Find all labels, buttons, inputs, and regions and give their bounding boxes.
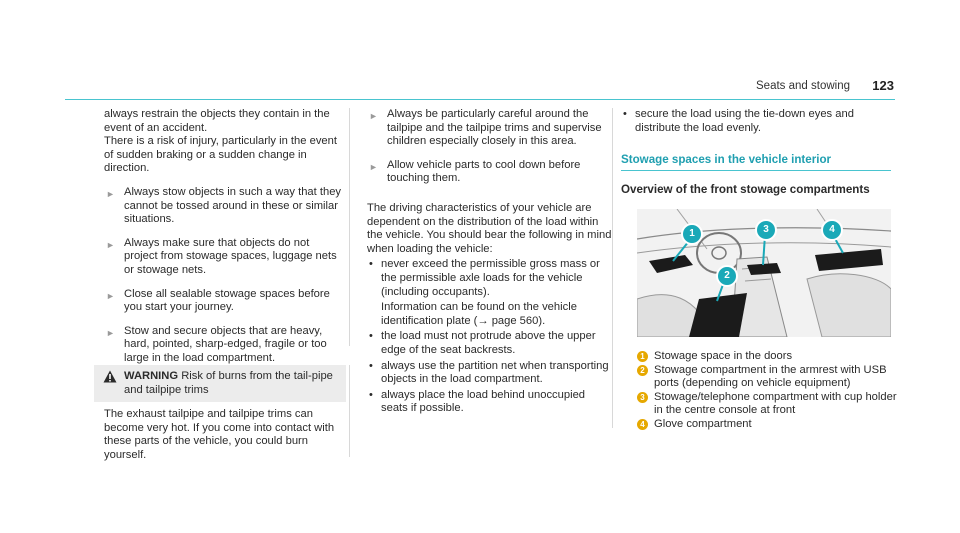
warning-body: The exhaust tailpipe and tailpipe trims can become very hot. If you come into contact with these parts of the vehicle, you could burn yourself. [104,408,335,461]
bullet-item [367,360,612,387]
bullet-item [367,330,612,357]
loading-paragraph: The driving characteristics of your vehicle are dependent on the distribution of the load within the vehicle. You should bear the following in mind when loading the vehicle: [367,201,612,255]
column-middle [367,108,612,416]
bullet-icon: • [369,258,373,271]
bullet-text: never exceed the permissible gross mass or the permissible axle loads for the vehicle (including occupants). [381,258,600,298]
subsection-title: Overview of the front stowage compartments [621,182,870,196]
legend-text: Stowage/telephone compartment with cup holder in the centre console at front [654,390,897,417]
running-header-title: Seats and stowing [756,80,850,92]
header-rule [65,99,895,100]
instruction-text: Always make sure that objects do not project from stowage spaces, luggage nets or stowage nets. [124,236,337,276]
bullet-item [367,389,612,416]
legend-text: Glove compartment [654,417,752,430]
bullet-text: secure the load using the tie-down eyes and distribute the load evenly. [635,108,854,134]
arrow-icon: ► [106,327,115,338]
legend-number: 1 [637,351,648,362]
interior-illustration [637,209,891,337]
risk-text: There is a risk of injury, particularly in the event of sudden braking or a sudden change in direction. [104,135,337,175]
instruction-item [367,159,612,186]
legend-item [637,418,897,432]
legend-item [637,391,897,418]
arrow-icon: ► [106,239,115,250]
legend-item [637,350,897,364]
legend-number: 3 [637,392,648,403]
arrow-icon: ► [369,111,378,121]
callout-3: 3 [755,219,777,241]
warning-header [94,365,346,402]
bullet-subtext: Information can be found on the vehicle identification plate (→ page 560). [381,301,577,327]
warning-heading: Risk of burns from the tail-pipe and tailpipe trims [124,370,333,396]
warning-box [94,365,346,461]
illustration-legend [637,350,897,432]
legend-text: Stowage compartment in the armrest with USB ports (depending on vehicle equipment) [654,363,887,390]
instruction-text: Always be particularly careful around the tailpipe and the tailpipe trims and supervise children especially closely in this area. [387,108,602,148]
bullet-icon: • [623,108,627,120]
bullet-text: always use the partition net when transporting objects in the load compartment. [381,359,609,386]
arrow-icon: ► [369,161,378,172]
legend-text: Stowage space in the doors [654,350,793,362]
instruction-item [367,108,612,149]
callout-4: 4 [821,219,843,241]
page-number: 123 [872,78,894,93]
bullet-icon: • [369,359,373,372]
bullet-icon: • [369,388,373,401]
column-divider [349,365,350,457]
callout-1: 1 [681,223,703,245]
bullet-text: the load must not protrude above the upper edge of the seat backrests. [381,330,596,356]
bullet-icon: • [369,330,373,343]
legend-item [637,364,897,391]
instruction-text: Allow vehicle parts to cool down before touching them. [387,158,581,185]
column-divider [612,108,613,428]
intro-text: always restrain the objects they contain in the event of an accident. [104,108,330,134]
column-left [104,108,344,366]
instruction-item [104,186,344,227]
instruction-text: Always stow objects in such a way that they cannot be tossed around in these or similar situations. [124,185,342,226]
legend-number: 4 [637,419,648,430]
column-divider [349,108,350,346]
callout-2: 2 [716,265,738,287]
bullet-item [367,258,612,328]
legend-number: 2 [637,365,648,376]
instruction-text: Close all sealable stowage spaces before you start your journey. [124,287,330,314]
warning-label: WARNING [124,370,179,382]
instruction-text: Stow and secure objects that are heavy, hard, pointed, sharp-edged, fragile or too large in the load compartment. [124,324,327,364]
instruction-item [104,237,344,278]
instruction-item [104,288,344,315]
bullet-text: always place the load behind unoccupied seats if possible. [381,388,586,415]
warning-triangle-icon [103,370,117,383]
section-title: Stowage spaces in the vehicle interior [621,153,891,171]
bullet-item [621,108,891,135]
instruction-item [104,325,344,366]
arrow-icon: ► [106,290,115,301]
column-right [621,108,891,196]
arrow-icon: ► [106,188,115,199]
